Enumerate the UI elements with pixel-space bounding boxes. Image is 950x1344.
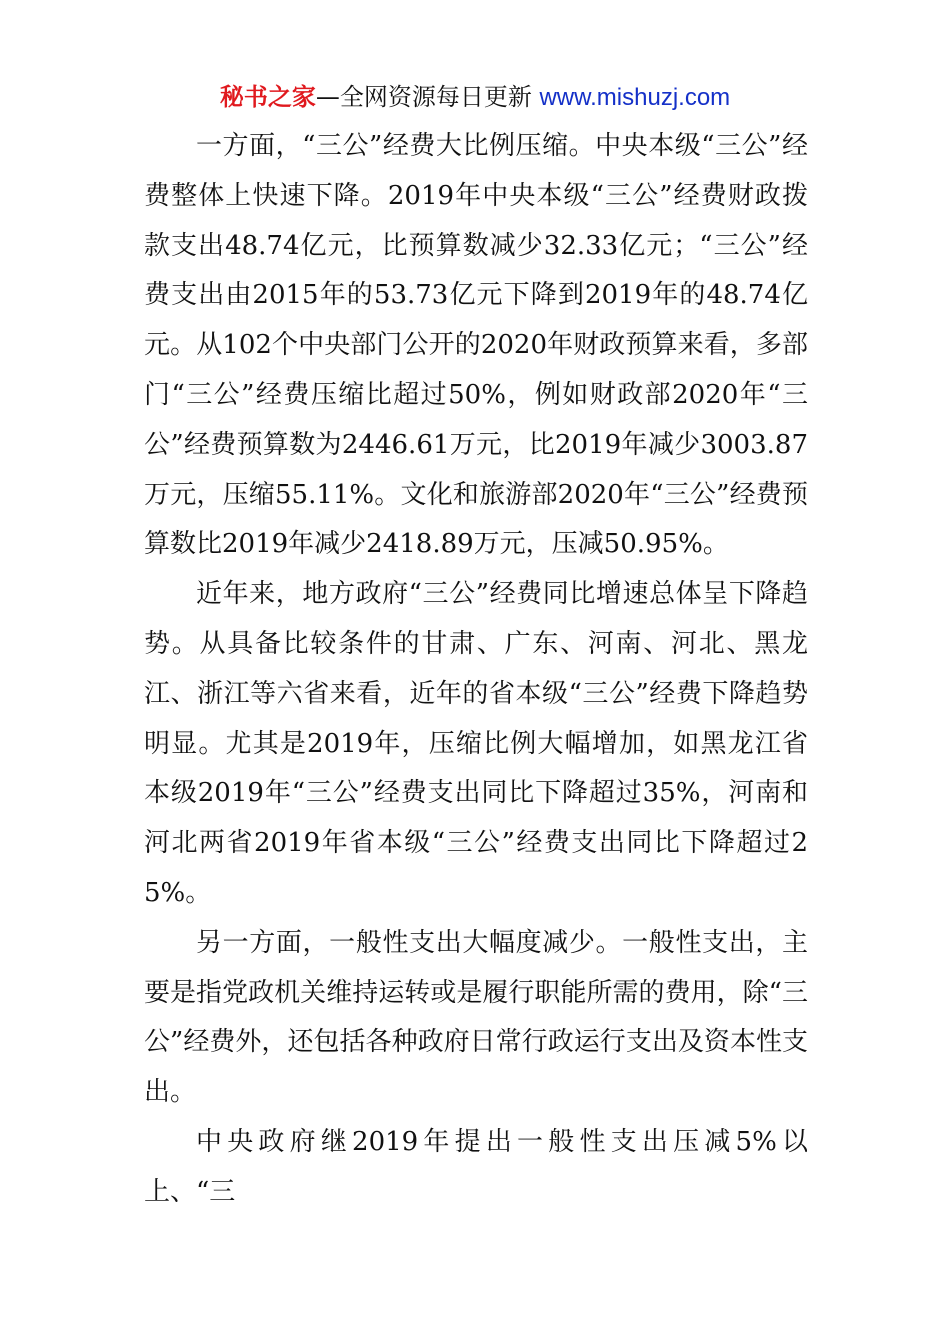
paragraph: 中央政府继2019年提出一般性支出压减5%以上、“三 — [144, 1126, 808, 1207]
page-header — [0, 80, 950, 115]
paragraph: 另一方面，一般性支出大幅度减少。一般性支出，主要是指党政机关维持运转或是履行职能所需的费用，除“三公”经费外，还包括各种政府日常行政运行支出及资本性支出。 — [144, 927, 808, 1108]
site-url-link[interactable]: www.mishuzj.com — [539, 84, 731, 111]
header-tagline: —全网资源每日更新 — [315, 83, 532, 111]
paragraph: 一方面，“三公”经费大比例压缩。中央本级“三公”经费整体上快速下降。2019年中央本级“三公”经费财政拨款支出48.74亿元，比预算数减少32.33亿元；“三公”经费支出由2015年的53.73亿元下降到2019年的48.74亿元。从102个中央部门公开的2020年财政预算来看，多部门“三公”经费压缩比超过50%，例如财政部2020年“三公”经费预算数为2446.61万元，比2019年减少3003.87万元，压缩55.11%。文化和旅游部2020年“三公”经费预算数比2019年减少2418.89万元，压减50.95%。 — [144, 131, 808, 560]
brand-name: 秘书之家 — [219, 83, 316, 111]
paragraph: 近年来，地方政府“三公”经费同比增速总体呈下降趋势。从具备比较条件的甘肃、广东、河南、河北、黑龙江、浙江等六省来看，近年的省本级“三公”经费下降趋势明显。尤其是2019年，压缩比例大幅增加，如黑龙江省本级2019年“三公”经费支出同比下降超过35%，河南和河北两省2019年省本级“三公”经费支出同比下降超过25%。 — [144, 579, 808, 908]
article-body — [144, 122, 808, 1218]
